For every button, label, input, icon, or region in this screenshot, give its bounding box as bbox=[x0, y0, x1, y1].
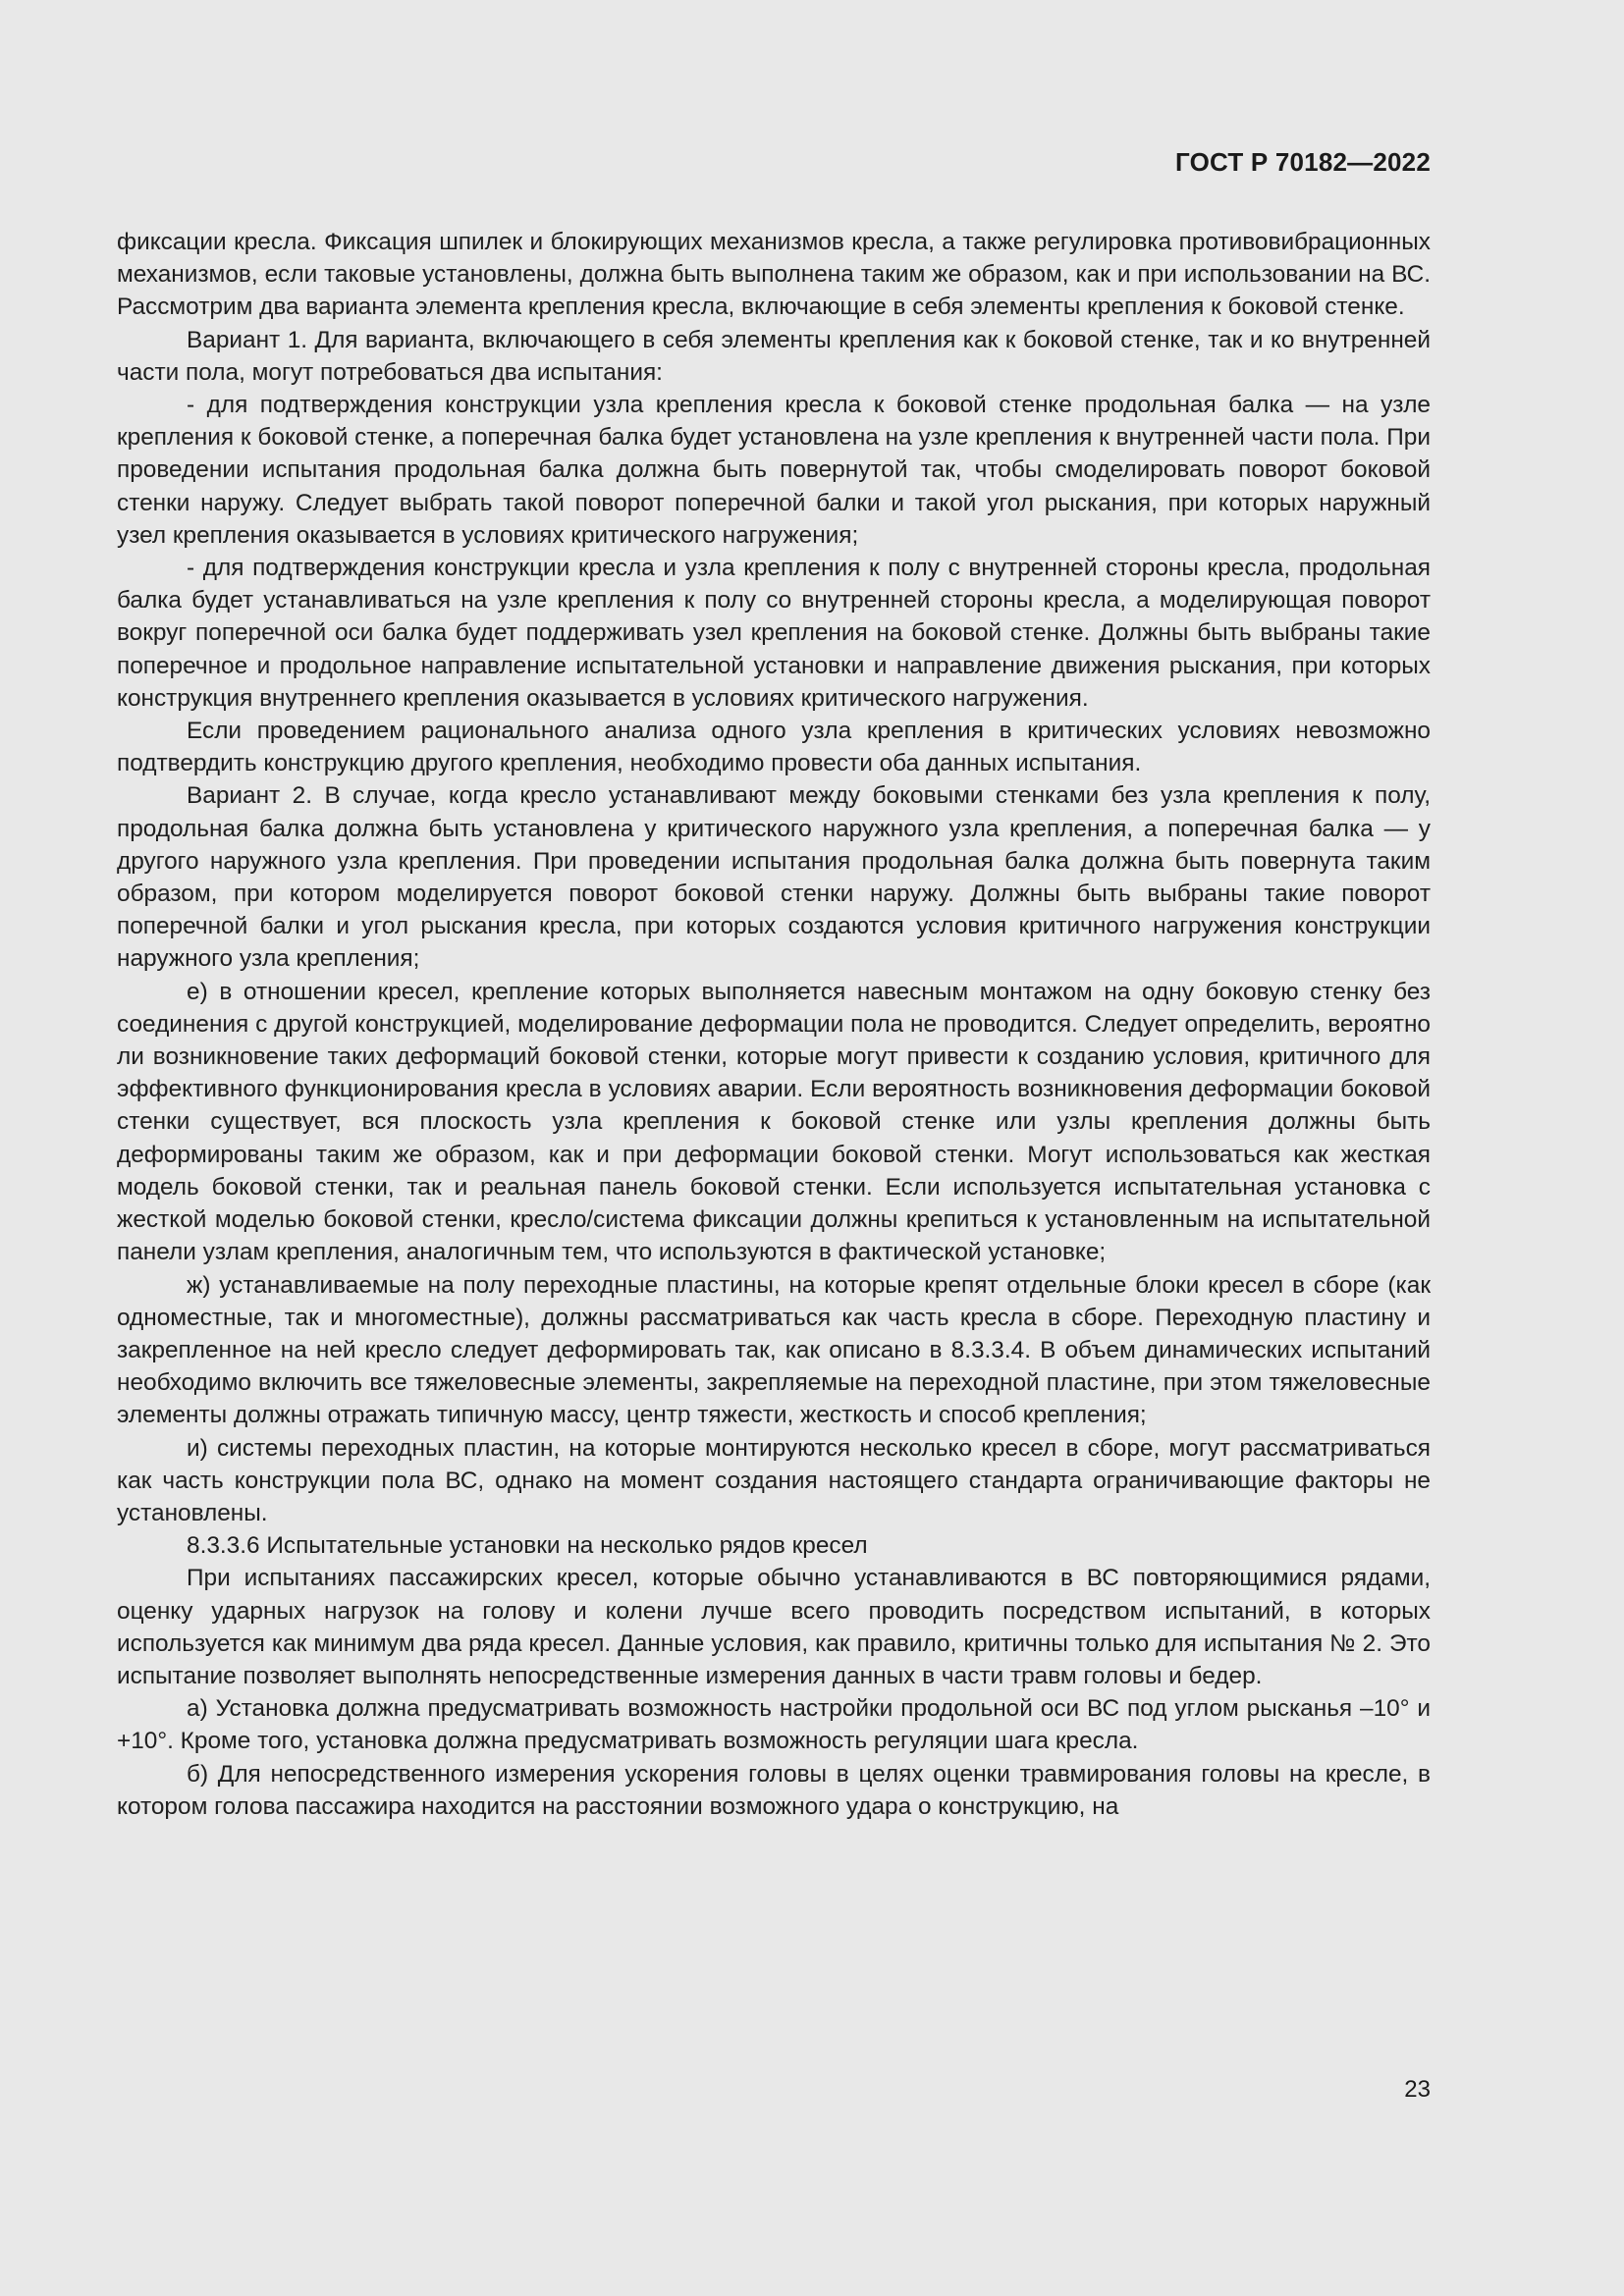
paragraph-multi-row-tests: При испытаниях пассажирских кресел, которые обычно устанавливаются в ВС повторяющимися рядами, оценку ударных нагрузок на голову и колени лучше всего проводить посредством испытаний, в которых используется как минимум два ряда кресел. Данные условия, как правило, критичны только для испытания № 2. Это испытание позволяет выполнять непосредственные измерения данных в части травм головы и бедер. bbox=[117, 1565, 1431, 1689]
page-number: 23 bbox=[1404, 2076, 1431, 2103]
list-item-a: а) Установка должна предусматривать возможность настройки продольной оси ВС под углом рысканья –10° и +10°. Кроме того, установка должна предусматривать возможность регуляции шага кресла. bbox=[117, 1695, 1431, 1755]
list-item-b: б) Для непосредственного измерения ускорения головы в целях оценки травмирования головы на кресле, в котором голова пассажира находится на расстоянии возможного удара о конструкцию, на bbox=[117, 1760, 1431, 1820]
list-item-sidewall-test: - для подтверждения конструкции узла крепления кресла к боковой стенке продольная балка — на узле крепления к боковой стенке, а поперечная балка будет установлена на узле крепления к внутренней части пола. При проведении испытания продольная балка должна быть повернутой так, чтобы смоделировать поворот боковой стенки наружу. Следует выбрать такой поворот поперечной балки и такой угол рыскания, при которых наружный узел крепления оказывается в условиях критического нагружения; bbox=[117, 392, 1431, 549]
paragraph-variant-2: Вариант 2. В случае, когда кресло устанавливают между боковыми стенками без узла крепления к полу, продольная балка должна быть установлена у критического наружного узла крепления, а поперечная балка — у другого наружного узла крепления. При проведении испытания продольная балка должна быть повернута таким образом, при котором моделируется поворот боковой стенки наружу. Должны быть выбраны такие поворот поперечной балки и угол рыскания кресла, при которых создаются условия критичного нагружения конструкции наружного узла крепления; bbox=[117, 782, 1431, 973]
list-item-floor-test: - для подтверждения конструкции кресла и узла крепления к полу с внутренней стороны кресла, продольная балка будет устанавливаться на узле крепления к полу со внутренней стороны кресла, а моделирующая поворот вокруг поперечной оси балка будет поддерживать узел крепления на боковой стенке. Должны быть выбраны такие поперечное и продольное направление испытательной установки и направление движения рыскания, при которых конструкция внутреннего крепления оказывается в условиях критического нагружения. bbox=[117, 555, 1431, 712]
list-item-i: и) системы переходных пластин, на которые монтируются несколько кресел в сборе, могут рассматриваться как часть конструкции пола ВС, однако на момент создания настоящего стандарта ограничивающие факторы не установлены. bbox=[117, 1434, 1431, 1526]
document-code-header: ГОСТ Р 70182—2022 bbox=[1175, 147, 1431, 177]
paragraph-variant-1: Вариант 1. Для варианта, включающего в себя элементы крепления как к боковой стенке, так и ко внутренней части пола, могут потребоваться два испытания: bbox=[117, 326, 1431, 386]
paragraph-rational-analysis: Если проведением рационального анализа одного узла крепления в критических условиях невозможно подтвердить конструкцию другого крепления, необходимо провести оба данных испытания. bbox=[117, 718, 1431, 777]
section-heading-8-3-3-6: 8.3.3.6 Испытательные установки на несколько рядов кресел bbox=[187, 1532, 868, 1560]
body-text bbox=[117, 226, 1431, 1823]
paragraph-seat-fixation-continued: фиксации кресла. Фиксация шпилек и блокирующих механизмов кресла, а также регулировка противовибрационных механизмов, если таковые установлены, должна быть выполнена таким же образом, как и при использовании на ВС. Рассмотрим два варианта элемента крепления кресла, включающие в себя элементы крепления к боковой стенке. bbox=[117, 229, 1431, 321]
list-item-e: е) в отношении кресел, крепление которых выполняется навесным монтажом на одну боковую стенку без соединения с другой конструкцией, моделирование деформации пола не проводится. Следует определить, вероятно ли возникновение таких деформаций боковой стенки, которые могут привести к созданию условия, критичного для эффективного функционирования кресла в условиях аварии. Если вероятность возникновения деформации боковой стенки существует, вся плоскость узла крепления к боковой стенке или узлы крепления должны быть деформированы таким же образом, как и при деформации боковой стенки. Могут использоваться как жесткая модель боковой стенки, так и реальная панель боковой стенки. Если используется испытательная установка с жесткой моделью боковой стенки, кресло/система фиксации должны крепиться к установленным на испытательной панели узлам крепления, аналогичным тем, что используются в фактической установке; bbox=[117, 978, 1431, 1266]
list-item-zh: ж) устанавливаемые на полу переходные пластины, на которые крепят отдельные блоки кресел в сборе (как одноместные, так и многоместные), должны рассматриваться как часть кресла в сборе. Переходную пластину и закрепленное на ней кресло следует деформировать так, как описано в 8.3.3.4. В объем динамических испытаний необходимо включить все тяжеловесные элементы, закрепляемые на переходной пластине, при этом тяжеловесные элементы должны отражать типичную массу, центр тяжести, жесткость и способ крепления; bbox=[117, 1271, 1431, 1429]
